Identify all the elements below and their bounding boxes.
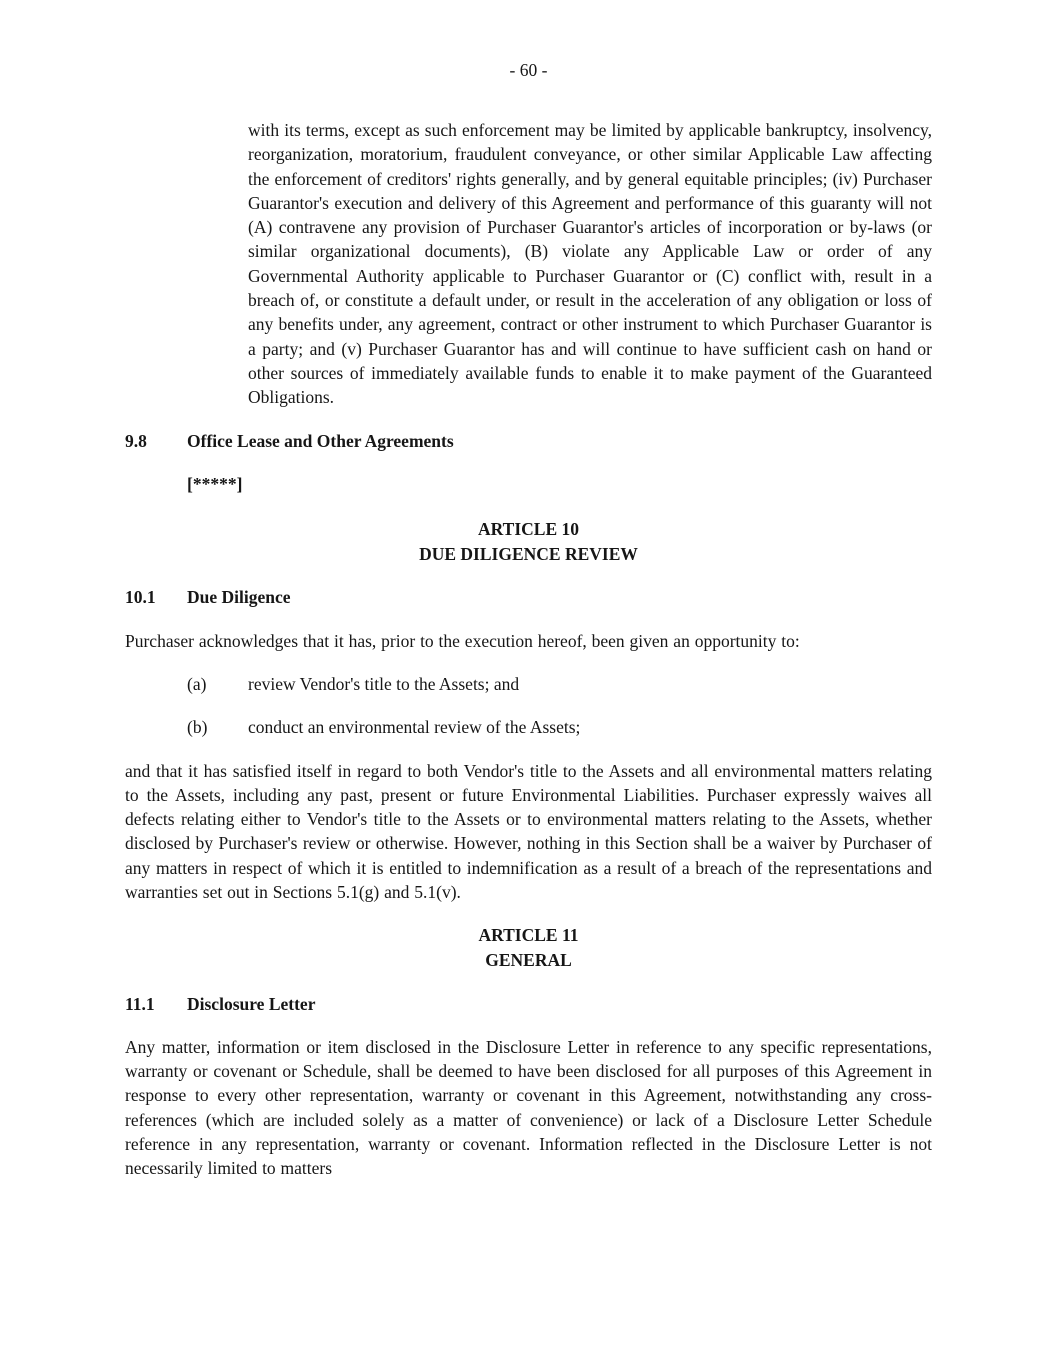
section-title-11-1: Disclosure Letter	[187, 993, 316, 1014]
page-number: - 60 -	[509, 60, 548, 80]
section-heading-11-1	[125, 992, 932, 1016]
section-heading-9-8	[125, 429, 932, 453]
list-item-a-label: (a)	[187, 673, 207, 694]
article-10-number: ARTICLE 10	[477, 519, 579, 540]
redaction-marker: [*****]	[187, 473, 243, 494]
section-number-10-1: 10.1	[125, 587, 156, 608]
article-11-heading	[125, 923, 932, 972]
list-item-a-text: review Vendor's title to the Assets; and	[248, 673, 520, 694]
article-10-title: DUE DILIGENCE REVIEW	[419, 543, 638, 564]
section-heading-10-1	[125, 585, 932, 609]
article-11-number: ARTICLE 11	[478, 925, 579, 946]
list-item-a	[187, 672, 932, 696]
article-10-heading	[125, 517, 932, 566]
section-title-9-8: Office Lease and Other Agreements	[187, 430, 454, 451]
guaranty-clause-paragraph: with its terms, except as such enforcement may be limited by applicable bankruptcy, insolvency, reorganization, moratorium, fraudulent conveyance, or other similar Applicable Law affecting the enforcement of creditors' rights generally, and by general equitable principles; (iv) Purchaser Guarantor's execution and delivery of this Agreement and performance of this guaranty will not (A) contravene any provision of Purchaser Guarantor's articles of incorporation or by-laws (or similar organizational documents), (B) violate any Applicable Law or order of any Governmental Authority applicable to Purchaser Guarantor or (C) conflict with, result in a breach of, or constitute a default under, or result in the acceleration of any obligation or loss of any benefits under, any agreement, contract or other instrument to which Purchaser Guarantor is a party; and (v) Purchaser Guarantor has and will continue to have sufficient cash on hand or other sources of immediately available funds to enable it to make payment of the Guaranteed Obligations.	[248, 120, 932, 408]
list-item-b	[187, 715, 932, 739]
section-number-9-8: 9.8	[125, 430, 147, 451]
section-number-11-1: 11.1	[125, 993, 155, 1014]
disclosure-letter-paragraph: Any matter, information or item disclosed in the Disclosure Letter in reference to any specific representations, warranty or covenant or Schedule, shall be deemed to have been disclosed for all purposes of this Agreement in response to every other representation, warranty or covenant in this Agreement, notwithstanding any cross-references (which are included solely as a matter of convenience) or lack of a Disclosure Letter Schedule reference in any representation, warranty or covenant. Information reflected in the Disclosure Letter is not necessarily limited to matters	[125, 1036, 932, 1179]
due-diligence-outro-paragraph: and that it has satisfied itself in regard to both Vendor's title to the Assets and all environmental matters relating to the Assets, including any past, present or future Environmental Liabilities. Purchaser expressly waives all defects relating either to Vendor's title to the Assets or to environmental matters relating to the Assets, whether disclosed by Purchaser's review or otherwise. However, nothing in this Section shall be a waiver by Purchaser of any matters in respect of which it is entitled to indemnification as a result of a breach of the representations and warranties set out in Sections 5.1(g) and 5.1(v).	[125, 760, 932, 903]
section-title-10-1: Due Diligence	[187, 587, 291, 608]
article-11-title: GENERAL	[485, 949, 572, 970]
list-item-b-label: (b)	[187, 717, 208, 738]
list-item-b-text: conduct an environmental review of the Assets;	[248, 717, 581, 738]
due-diligence-intro-paragraph: Purchaser acknowledges that it has, prior to the execution hereof, been given an opportunity to:	[125, 630, 800, 651]
